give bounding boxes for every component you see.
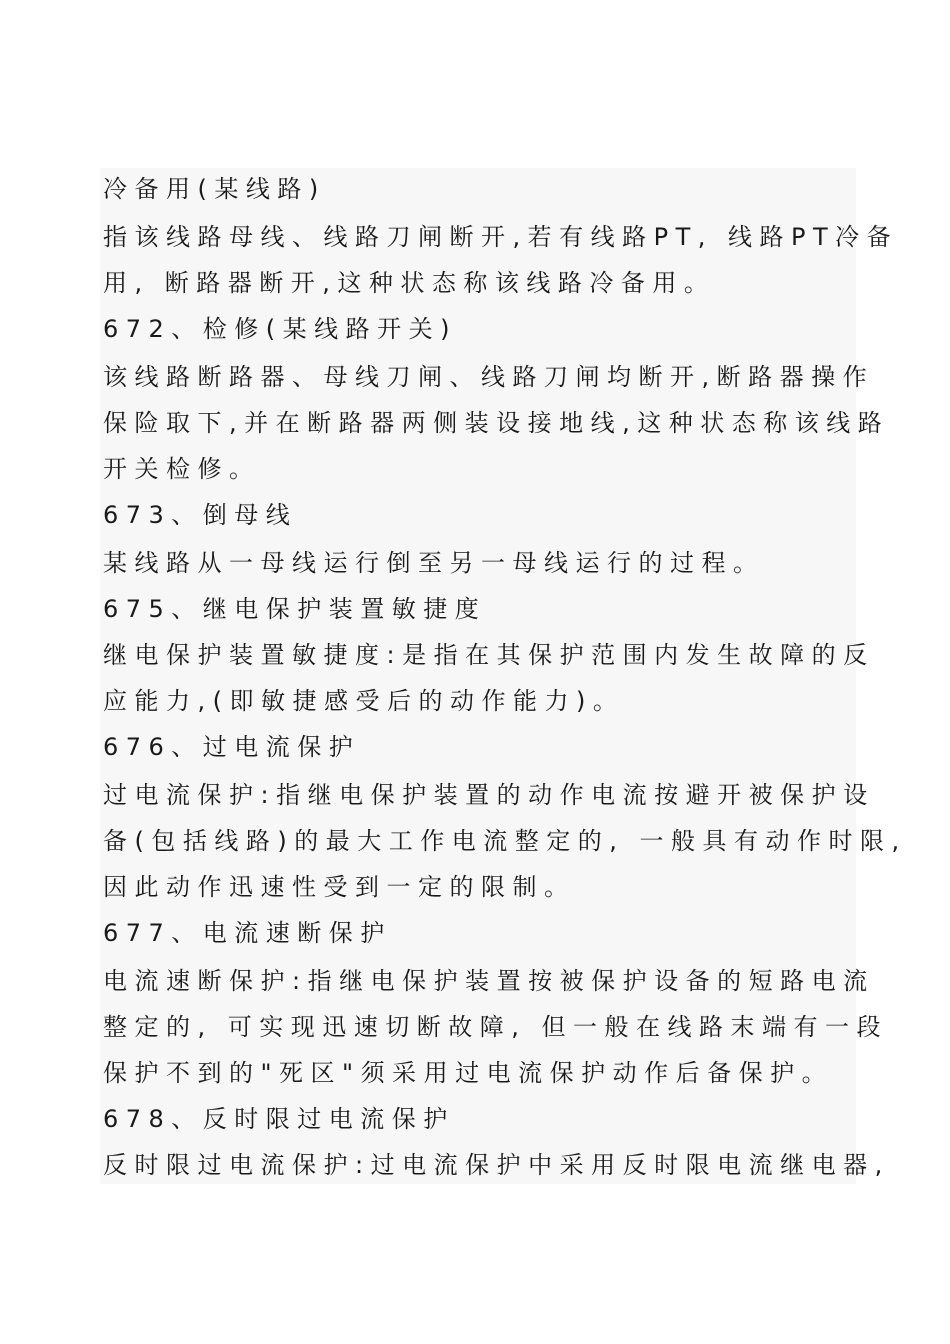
text-line: 应能力,(即敏捷感受后的动作能力)。 — [103, 687, 625, 715]
text-line: 保险取下,并在断路器两侧装设接地线,这种状态称该线路 — [103, 409, 890, 437]
text-line: 该线路断路器、母线刀闸、线路刀闸均断开,断路器操作 — [103, 363, 875, 391]
text-line: 继电保护装置敏捷度:是指在其保护范围内发生故障的反 — [103, 641, 875, 669]
text-line: 指该线路母线、线路刀闸断开,若有线路PT, 线路PT冷备 — [103, 223, 899, 251]
text-line: 冷备用(某线路) — [103, 175, 326, 203]
text-line: 用, 断路器断开,这种状态称该线路冷备用。 — [103, 269, 716, 297]
section-heading: 678、反时限过电流保护 — [103, 1105, 455, 1133]
text-line: 某线路从一母线运行倒至另一母线运行的过程。 — [103, 549, 765, 577]
section-heading: 675、继电保护装置敏捷度 — [103, 595, 487, 623]
text-line: 因此动作迅速性受到一定的限制。 — [103, 873, 576, 901]
text-line: 电流速断保护:指继电保护装置按被保护设备的短路电流 — [103, 967, 875, 995]
text-line: 过电流保护:指继电保护装置的动作电流按避开被保护设 — [103, 781, 875, 809]
text-line: 保护不到的"死区"须采用过电流保护动作后备保护。 — [103, 1059, 834, 1087]
section-heading: 676、过电流保护 — [103, 733, 361, 761]
text-line: 备(包括线路)的最大工作电流整定的, 一般具有动作时限, — [103, 827, 907, 855]
section-heading: 673、倒母线 — [103, 501, 298, 529]
text-line: 开关检修。 — [103, 455, 261, 483]
section-heading: 672、检修(某线路开关) — [103, 315, 458, 343]
section-heading: 677、电流速断保护 — [103, 919, 392, 947]
text-line: 反时限过电流保护:过电流保护中采用反时限电流继电器, — [103, 1151, 890, 1179]
text-line: 整定的, 可实现迅速切断故障, 但一般在线路末端有一段 — [103, 1013, 889, 1041]
